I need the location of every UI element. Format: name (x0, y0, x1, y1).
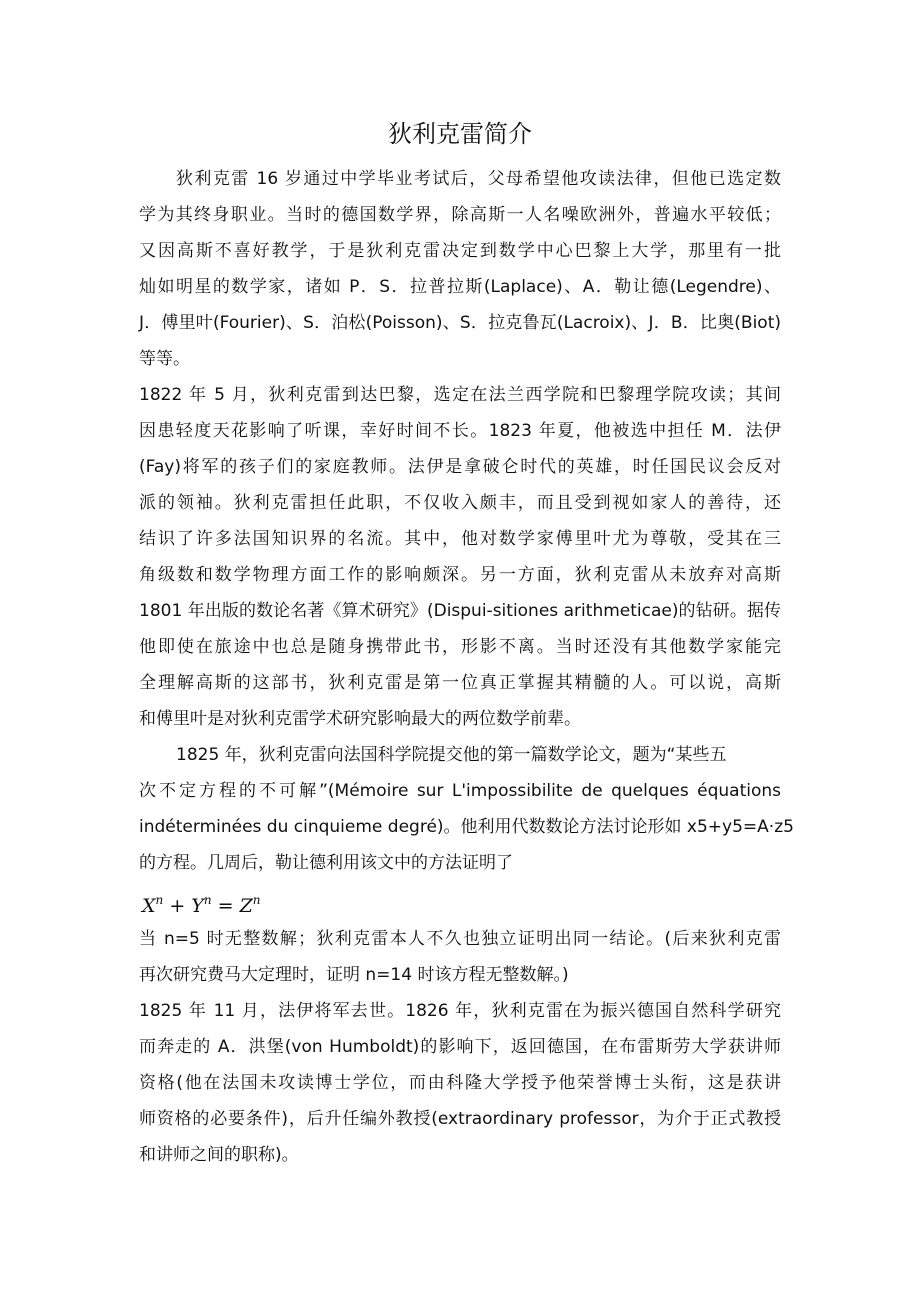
text-line: 1825 年 11 月，法伊将军去世。1826 年，狄利克雷在为振兴德国自然科学研究 (139, 1001, 781, 1021)
text-line: (Fay)将军的孩子们的家庭教师。法伊是拿破仑时代的英雄，时任国民议会反对 (139, 457, 781, 477)
text-line: 再次研究费马大定理时，证明 n=14 时该方程无整数解。) (139, 965, 569, 985)
formula-plus: + (169, 895, 186, 917)
formula-exponent: n (203, 893, 212, 907)
text-line: 因患轻度天花影响了听课，幸好时间不长。1823 年夏，他被选中担任 M．法伊 (139, 421, 781, 441)
text-line: 1801 年出版的数论名著《算术研究》(Dispui-sitiones arithmeticae)的钻研。据传 (139, 601, 781, 621)
document-title: 狄利克雷简介 (388, 120, 532, 148)
text-line: 1822 年 5 月，狄利克雷到达巴黎，选定在法兰西学院和巴黎理学院攻读；其间 (139, 385, 781, 405)
text-line: 狄利克雷 16 岁通过中学毕业考试后，父母希望他攻读法律，但他已选定数 (176, 169, 781, 189)
text-line: 他即使在旅途中也总是随身携带此书，形影不离。当时还没有其他数学家能完 (139, 637, 781, 657)
text-line: 结识了许多法国知识界的名流。其中，他对数学家傅里叶尤为尊敬，受其在三 (139, 529, 781, 549)
text-line: 又因高斯不喜好教学，于是狄利克雷决定到数学中心巴黎上大学，那里有一批 (139, 241, 781, 261)
formula-x: X (142, 895, 156, 917)
text-line: 学为其终身职业。当时的德国数学界，除高斯一人名噪欧洲外，普遍水平较低； (139, 205, 781, 225)
text-line: J．傅里叶(Fourier)、S．泊松(Poisson)、S．拉克鲁瓦(Lacroix)、J．B．比奥(Biot) (139, 313, 782, 333)
text-line: 和讲师之间的职称)。 (139, 1145, 299, 1165)
text-line: 师资格的必要条件)，后升任编外教授(extraordinary professor，为介于正式教授 (139, 1109, 781, 1129)
formula-exponent: n (252, 893, 261, 907)
text-line: 和傅里叶是对狄利克雷学术研究影响最大的两位数学前辈。 (139, 709, 581, 729)
text-line: 次不定方程的不可解”(Mémoire sur L'impossibilite de quelques équations (139, 781, 781, 801)
text-line: 资格(他在法国未攻读博士学位，而由科隆大学授予他荣誉博士头衔，这是获讲 (139, 1073, 781, 1093)
formula (142, 887, 261, 919)
text-line: 派的领袖。狄利克雷担任此职，不仅收入颇丰，而且受到视如家人的善待，还 (139, 493, 781, 513)
text-line: 等等。 (139, 349, 190, 369)
text-line: 当 n=5 时无整数解；狄利克雷本人不久也独立证明出同一结论。(后来狄利克雷 (139, 929, 781, 949)
text-line: 而奔走的 A．洪堡(von Humboldt)的影响下，返回德国，在布雷斯劳大学获讲师 (139, 1037, 781, 1057)
text-line: 角级数和数学物理方面工作的影响颇深。另一方面，狄利克雷从未放弃对高斯 (139, 565, 781, 585)
text-line: 1825 年，狄利克雷向法国科学院提交他的第一篇数学论文，题为“某些五 (176, 745, 727, 765)
formula-exponent: n (155, 893, 164, 907)
formula-y: Y (191, 895, 204, 917)
text-line: 灿如明星的数学家，诸如 P．S．拉普拉斯(Laplace)、A．勒让德(Legendre)、 (139, 277, 781, 297)
formula-equals: = (217, 895, 234, 917)
text-line: 的方程。几周后，勒让德利用该文中的方法证明了 (139, 853, 513, 873)
text-line: 全理解高斯的这部书，狄利克雷是第一位真正掌握其精髓的人。可以说，高斯 (139, 673, 781, 693)
text-line: indéterminées du cinquieme degré)。他利用代数数论方法讨论形如 x5+y5=A·z5 (139, 817, 794, 837)
formula-z: Z (239, 895, 253, 917)
